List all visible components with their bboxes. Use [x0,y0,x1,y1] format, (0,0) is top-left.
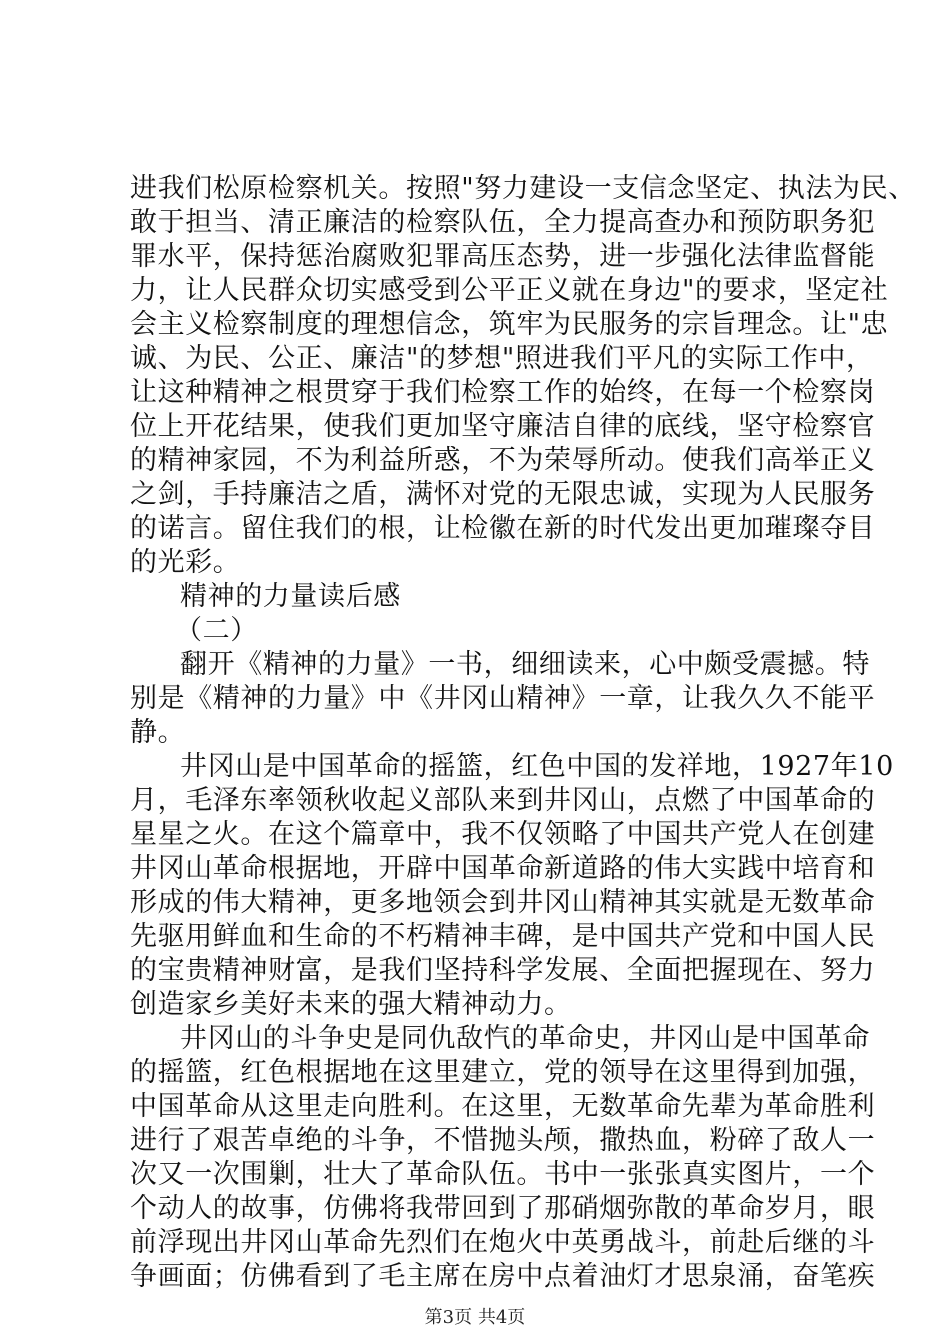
text-line: 翻开《精神的力量》一书，细细读来，心中颇受震撼。特 [180,649,870,680]
text-line: 前浮现出井冈山革命先烈们在炮火中英勇战斗，前赴后继的斗 [130,1227,876,1258]
text-line: 先驱用鲜血和生命的不朽精神丰碑，是中国共产党和中国人民 [130,921,876,952]
section-title: 精神的力量读后感 [180,581,401,612]
text-line: 力，让人民群众切实感受到公平正义就在身边"的要求，坚定社 [130,275,889,306]
text-line: 别是《精神的力量》中《井冈山精神》一章，让我久久不能平 [130,683,876,714]
text-line: 的摇篮，红色根据地在这里建立，党的领导在这里得到加强， [130,1057,876,1088]
text-line: 的诺言。留住我们的根，让检徽在新的时代发出更加璀璨夺目 [130,513,876,544]
text-line: 井冈山革命根据地，开辟中国革命新道路的伟大实践中培育和 [130,853,876,884]
text-line: 之剑，手持廉洁之盾，满怀对党的无限忠诚，实现为人民服务 [130,479,876,510]
text-line: 形成的伟大精神，更多地领会到井冈山精神其实就是无数革命 [130,887,876,918]
text-line: 罪水平，保持惩治腐败犯罪高压态势，进一步强化法律监督能 [130,241,876,272]
text-line: 星星之火。在这个篇章中，我不仅领略了中国共产党人在创建 [130,819,876,850]
text-line: 会主义检察制度的理想信念，筑牢为民服务的宗旨理念。让"忠 [130,309,889,340]
text-line: 的精神家园，不为利益所惑，不为荣辱所动。使我们高举正义 [130,445,876,476]
text-line: 个动人的故事，仿佛将我带回到了那硝烟弥散的革命岁月，眼 [130,1193,876,1224]
text-line: 次又一次围剿，壮大了革命队伍。书中一张张真实图片，一个 [130,1159,876,1190]
text-line: 敢于担当、清正廉洁的检察队伍，全力提高查办和预防职务犯 [130,207,876,238]
section-number: （二） [175,615,258,646]
text-line: 月，毛泽东率领秋收起义部队来到井冈山，点燃了中国革命的 [130,785,876,816]
text-line: 井冈山是中国革命的摇篮，红色中国的发祥地，1927年10 [180,751,894,782]
text-line: 进行了艰苦卓绝的斗争，不惜抛头颅，撒热血，粉碎了敌人一 [130,1125,876,1156]
text-line: 的光彩。 [130,547,241,578]
text-line: 诚、为民、公正、廉洁"的梦想"照进我们平凡的实际工作中， [130,343,874,374]
text-line: 争画面；仿佛看到了毛主席在房中点着油灯才思泉涌，奋笔疾 [130,1261,876,1292]
text-line: 位上开花结果，使我们更加坚守廉洁自律的底线，坚守检察官 [130,411,876,442]
page-footer: 第3页 共4页 [424,1307,526,1328]
text-line: 创造家乡美好未来的强大精神动力。 [130,989,572,1020]
text-line: 中国革命从这里走向胜利。在这里，无数革命先辈为革命胜利 [130,1091,876,1122]
text-line: 让这种精神之根贯穿于我们检察工作的始终，在每一个检察岗 [130,377,876,408]
text-line: 静。 [130,717,186,748]
text-line: 的宝贵精神财富，是我们坚持科学发展、全面把握现在、努力 [130,955,876,986]
text-line: 进我们松原检察机关。按照"努力建设一支信念坚定、执法为民、 [130,173,916,204]
text-line: 井冈山的斗争史是同仇敌忾的革命史，井冈山是中国革命 [180,1023,870,1054]
